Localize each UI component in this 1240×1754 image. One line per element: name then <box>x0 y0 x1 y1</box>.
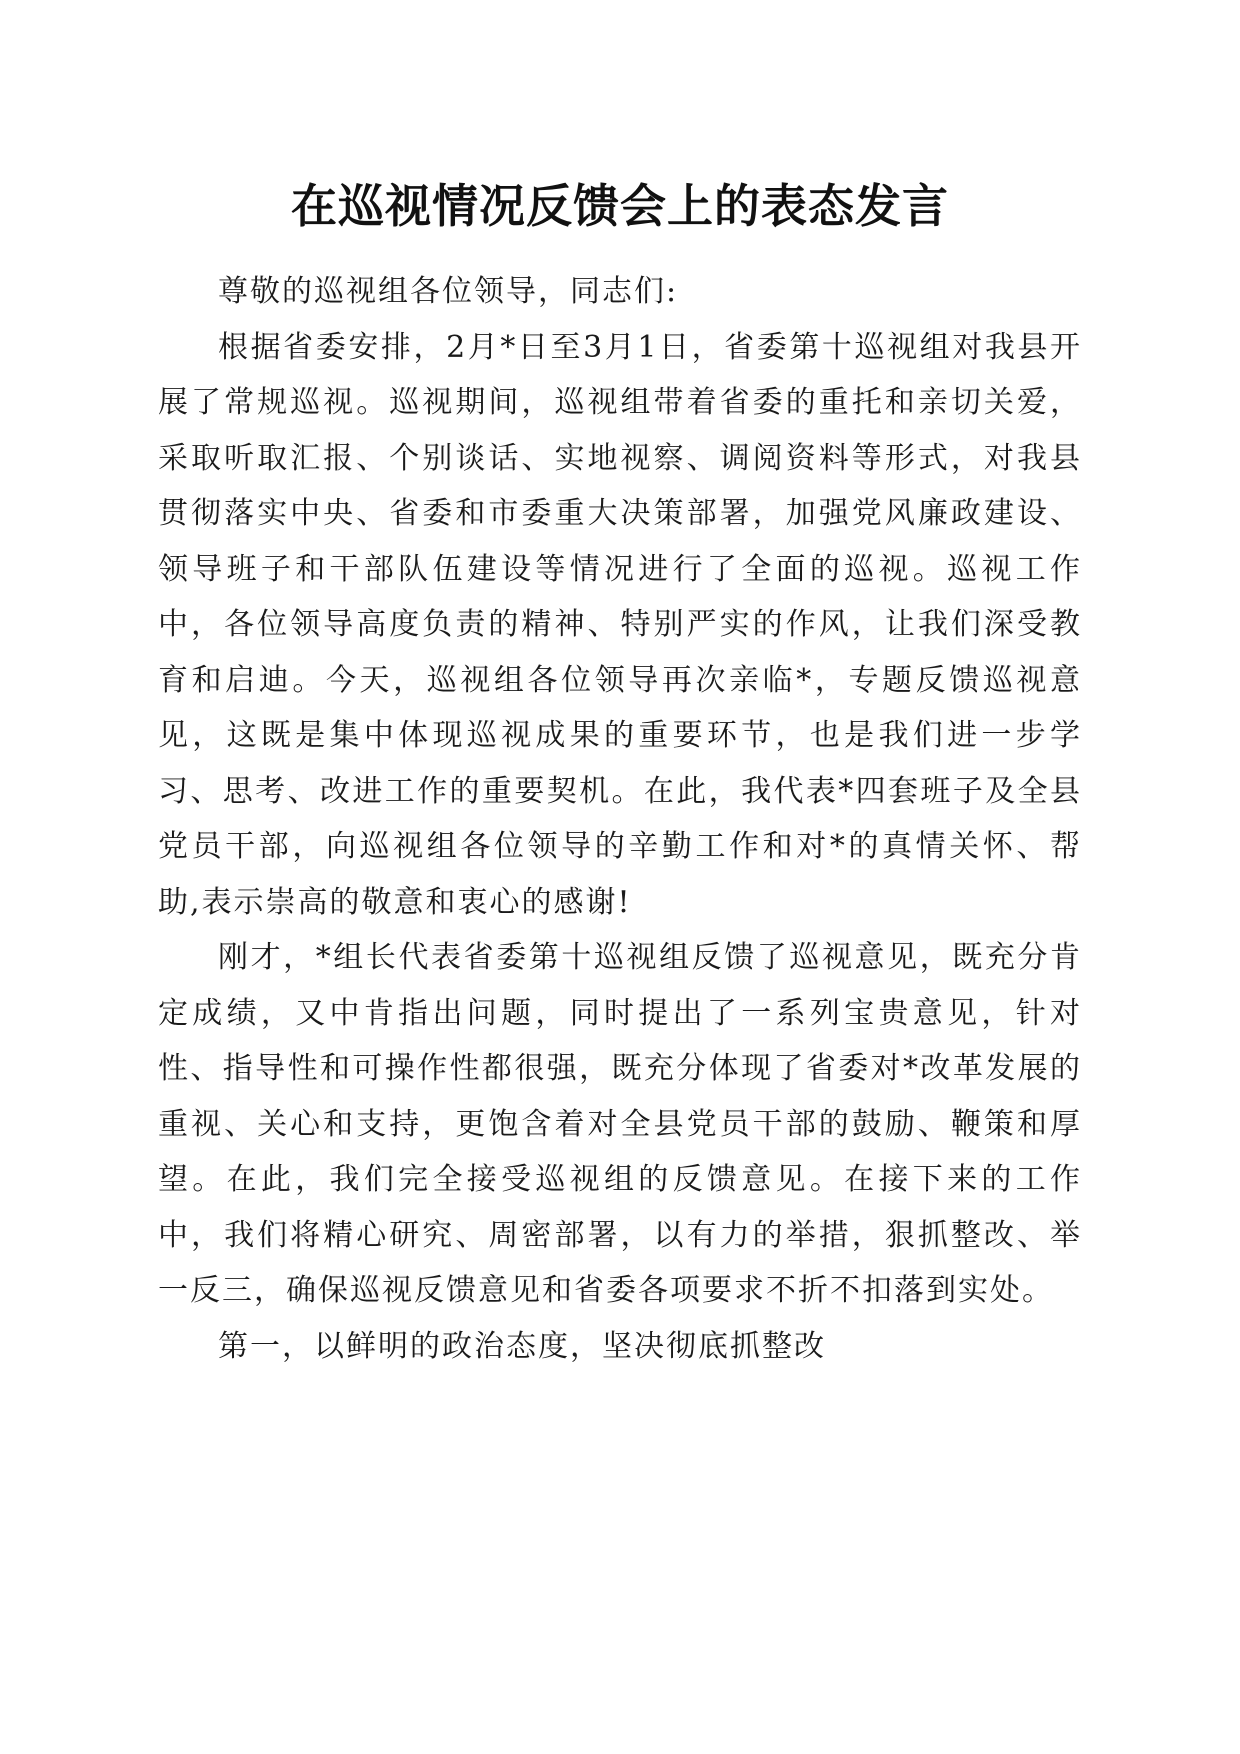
body-paragraph: 刚才，*组长代表省委第十巡视组反馈了巡视意见，既充分肯定成绩，又中肯指出问题，同时提出了一系列宝贵意见，针对性、指导性和可操作性都很强，既充分体现了省委对*改革发展的重视、关心和支持，更饱含着对全县党员干部的鼓励、鞭策和厚望。在此，我们完全接受巡视组的反馈意见。在接下来的工作中，我们将精心研究、周密部署，以有力的举措，狠抓整改、举一反三，确保巡视反馈意见和省委各项要求不折不扣落到实处。 <box>158 940 1082 1308</box>
document-body <box>158 264 1082 1374</box>
section-heading: 第一，以鲜明的政治态度，坚决彻底抓整改 <box>218 1328 826 1364</box>
document-title: 在巡视情况反馈会上的表态发言 <box>291 179 949 233</box>
body-paragraph: 根据省委安排，2月*日至3月1日，省委第十巡视组对我县开展了常规巡视。巡视期间，巡视组带着省委的重托和亲切关爱，采取听取汇报、个别谈话、实地视察、调阅资料等形式，对我县贯彻落实中央、省委和市委重大决策部署，加强党风廉政建设、领导班子和干部队伍建设等情况进行了全面的巡视。巡视工作中，各位领导高度负责的精神、特别严实的作风，让我们深受教育和启迪。今天，巡视组各位领导再次亲临*，专题反馈巡视意见，这既是集中体现巡视成果的重要环节，也是我们进一步学习、思考、改进工作的重要契机。在此，我代表*四套班子及全县党员干部，向巡视组各位领导的辛勤工作和对*的真情关怀、帮助,表示崇高的敬意和衷心的感谢! <box>158 329 1082 920</box>
salutation-paragraph: 尊敬的巡视组各位领导，同志们: <box>218 274 679 309</box>
